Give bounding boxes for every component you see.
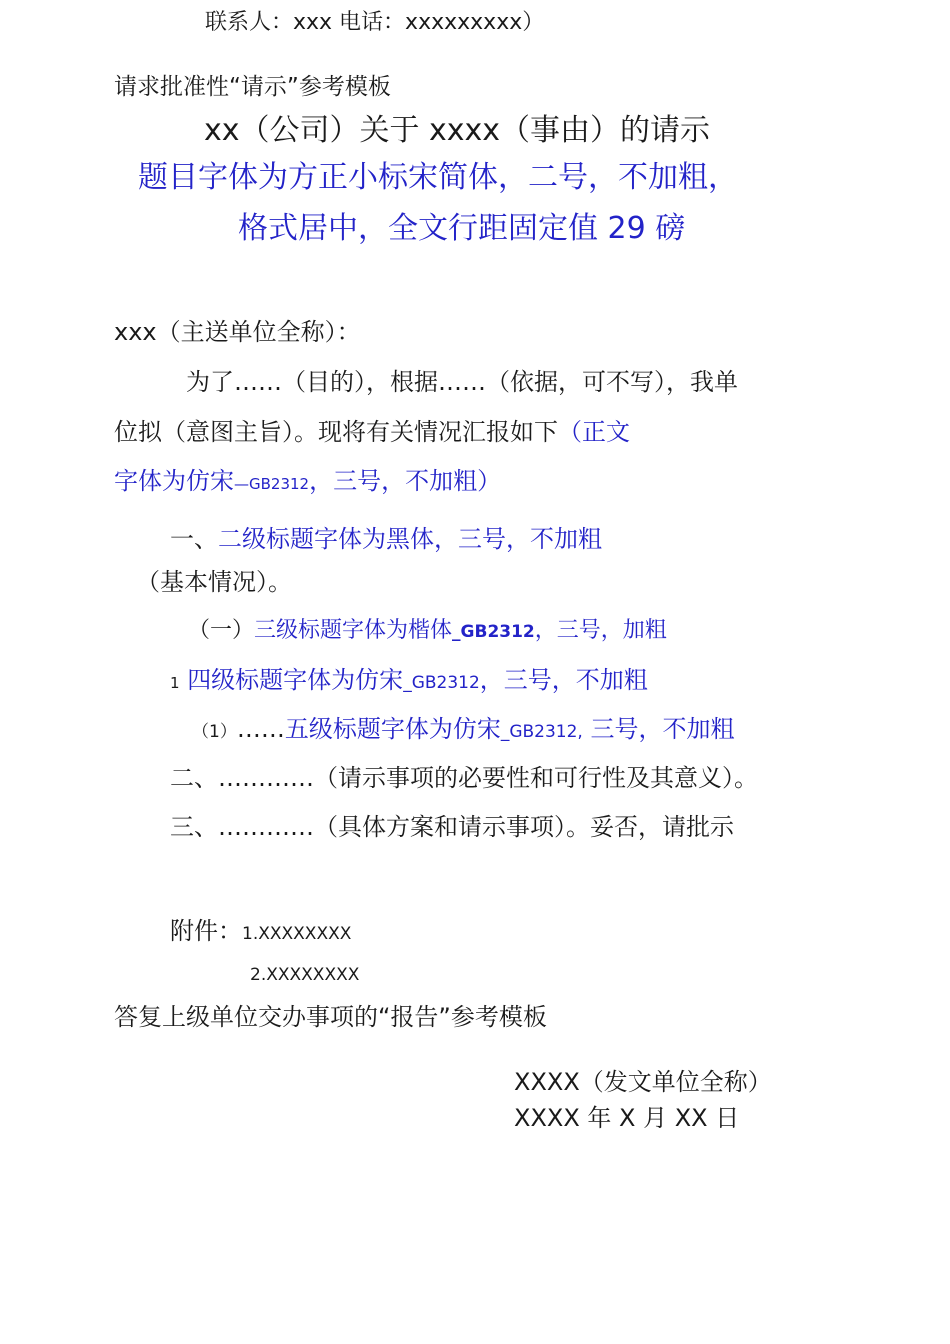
heading-level-3 [188,620,667,642]
heading-level-5-note: 五级标题字体为仿宋 [284,715,501,743]
heading-level-5-end: 三号，不加粗 [582,715,735,743]
body-line-2-text: 位拟（意图主旨）。现将有关情况汇报如下 [114,418,558,446]
attachment-item-1: 1.XXXXXXXX [242,924,352,944]
issue-date: XXXX 年 X 月 XX 日 [514,1104,740,1132]
sender-name: XXXX（发文单位全称） [514,1068,772,1096]
attachment-label: 附件： [170,917,242,945]
document-title: xx（公司）关于 xxxx（事由）的请示 [204,113,711,148]
heading-level-5-number: （1） [192,722,237,742]
item-two: 二、…………（请示事项的必要性和可行性及其意义）。 [170,764,758,792]
title-format-note-line1: 题目字体为方正小标宋简体，二号，不加粗， [138,160,738,195]
heading-level-4 [170,668,648,692]
template-label-report: 答复上级单位交办事项的“报告”参考模板 [114,1003,547,1031]
contact-line: 联系人：xxx 电话：xxxxxxxxx） [205,10,545,35]
heading-level-3-note: 三级标题字体为楷体 [254,618,453,643]
heading-level-5 [192,717,734,741]
heading-level-5-dots: …… [236,715,285,743]
heading-level-3-number: （一） [188,618,255,643]
body-font-note [114,469,501,493]
recipient-line: xxx（主送单位全称）： [114,318,361,346]
heading-level-4-end: ，三号，不加粗 [479,666,648,694]
heading-level-4-note: 四级标题字体为仿宋 [187,666,404,694]
body-line-1: 为了……（目的），根据……（依据，可不写），我单 [186,368,738,396]
heading-level-4-code: _GB2312 [403,673,480,693]
template-label-request: 请求批准性“请示”参考模板 [114,74,391,100]
title-format-note-line2: 格式居中，全文行距固定值 29 磅 [238,211,686,246]
body-line-2 [114,420,630,444]
heading-level-2-number: 一、 [170,525,218,553]
body-font-note-end: ，三号，不加粗） [309,467,502,495]
body-font-note-start: （正文 [558,418,630,446]
body-font-note-code: —GB2312 [234,475,310,493]
heading-level-5-code: _GB2312, [500,722,583,742]
attachment-item-2: 2.XXXXXXXX [250,965,360,985]
heading-level-4-number: 1 [170,674,180,692]
heading-level-3-code: _GB2312 [452,622,535,642]
heading-level-2-note: 二级标题字体为黑体，三号，不加粗 [218,525,602,553]
body-font-note-text: 字体为仿宋 [114,467,234,495]
heading-level-3-end: ，三号，加粗 [534,618,667,643]
item-three: 三、…………（具体方案和请示事项）。妥否，请批示 [170,813,734,841]
heading-level-2 [170,527,602,551]
attachment-line-1 [170,919,351,943]
heading-level-2-text: （基本情况）。 [136,568,292,596]
